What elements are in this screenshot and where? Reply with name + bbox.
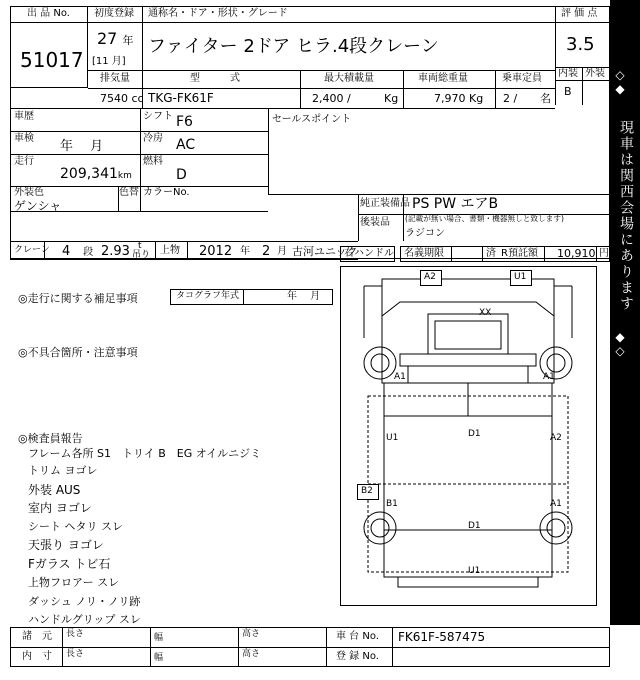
damage-code: A2 — [424, 272, 436, 282]
damage-code: A1 — [550, 499, 562, 509]
upper-year-unit: 年 — [240, 246, 250, 257]
crane-ton-sub: 吊り — [132, 250, 151, 260]
damage-code: A1 — [394, 372, 406, 382]
damage-diagram — [340, 266, 597, 606]
upper-label: 上物 — [160, 245, 180, 256]
standard-equip-label: 純正装備品 — [360, 198, 410, 209]
tachograph-label: タコグラフ年式 — [176, 291, 240, 301]
defects-title: ◎不具合箇所・注意事項 — [18, 346, 138, 359]
color-change-label: 色替 — [119, 187, 139, 198]
driving-notes-title: ◎走行に関する補足事項 — [18, 292, 138, 305]
car-name: ファイター 2ドア ヒラ.4段クレーン — [148, 36, 439, 57]
rating-label: 評 価 点 — [561, 8, 598, 19]
damage-code: U1 — [468, 566, 481, 576]
inspector-line: フレーム各所 S1 トリイ B EG オイルニジミ — [28, 447, 262, 460]
crane-tons: 2.93 — [101, 244, 130, 259]
aftermarket-label: 後装品 — [360, 217, 390, 228]
color-label: 外装色 — [14, 187, 44, 198]
history-label: 車歴 — [14, 111, 34, 122]
capacity-label: 乗車定員 — [502, 73, 542, 84]
sales-point-label: セールスポイント — [272, 114, 352, 125]
fuel-label: 燃料 — [143, 156, 163, 167]
damage-code: B2 — [361, 486, 373, 496]
max-load-label: 最大積載量 — [324, 73, 374, 84]
aftermarket-note: (記載が無い場合、書類・機器無しと致します) — [405, 215, 564, 224]
upper-year: 2012 — [199, 244, 233, 259]
inspector-line: 天張り ヨゴレ — [28, 538, 104, 552]
fuel: D — [176, 167, 187, 183]
inspector-line: 外装 AUS — [28, 483, 81, 497]
crane-ton-unit: t — [138, 241, 142, 251]
car-desc-label: 通称名・ドア・形状・グレード — [148, 8, 288, 19]
damage-code: A2 — [550, 433, 562, 443]
mileage-label: 走行 — [14, 156, 34, 167]
damage-code: D1 — [468, 521, 481, 531]
lot-no-label: 出 品 No. — [27, 8, 70, 19]
first-reg-label: 初度登録 — [94, 8, 134, 19]
damage-code: U1 — [386, 433, 399, 443]
ac: AC — [176, 137, 196, 153]
length-label: 長さ — [66, 649, 85, 659]
aftermarket: ラジコン — [405, 228, 445, 239]
height-label: 高さ — [242, 649, 261, 659]
model-label: 型 式 — [190, 73, 240, 84]
inspector-line: 室内 ヨゴレ — [28, 501, 92, 515]
standard-equip: PS PW エアB — [412, 196, 499, 212]
shift: F6 — [176, 114, 193, 130]
mileage: 209,341km — [60, 166, 132, 182]
chassis-label: 車 台 No. — [336, 631, 379, 642]
capacity-unit: 名 — [540, 92, 551, 105]
model: TKG-FK61F — [148, 91, 214, 105]
tachograph-value: 年 月 — [287, 291, 321, 302]
damage-code: U1 — [514, 272, 527, 282]
damage-code: B1 — [386, 499, 398, 509]
upper-month: 2 — [262, 244, 271, 259]
inspector-line: ダッシュ ノリ・ノリ跡 — [28, 595, 141, 608]
length-label: 長さ — [66, 629, 85, 639]
gross-weight-label: 車両総重量 — [418, 73, 468, 84]
lot-no: 51017 — [20, 48, 84, 72]
reg-year: 27 年 — [97, 29, 134, 48]
name-change-label: 名義期限 — [404, 248, 444, 259]
inspector-line: ハンドルグリップ スレ — [28, 613, 141, 626]
recycle-label: R預託額 — [501, 248, 538, 259]
shift-label: シフト — [143, 111, 173, 122]
interior-grade-label: 内装 — [558, 68, 578, 79]
venue-notice-top: ◇◆ — [613, 68, 627, 96]
inspector-line: 上物フロアー スレ — [28, 576, 120, 589]
reg-no-label: 登 録 No. — [336, 651, 379, 662]
recycle-prefix: 済 — [486, 248, 496, 259]
max-load-unit: Kg — [384, 92, 399, 105]
displacement: 7540 cc — [100, 92, 144, 105]
height-label: 高さ — [242, 629, 261, 639]
damage-code: D1 — [468, 429, 481, 439]
rating: 3.5 — [566, 34, 595, 55]
inspector-line: トリム ヨゴレ — [28, 464, 98, 477]
interior-size-label: 内 寸 — [22, 651, 52, 662]
interior-grade: B — [564, 85, 572, 98]
venue-notice-bottom: ◆◇ — [613, 330, 627, 358]
recycle-unit: 円 — [599, 248, 609, 259]
upper-month-unit: 月 — [277, 246, 287, 257]
venue-notice: 現車は関西会場にあります — [618, 120, 634, 312]
capacity: 2 / — [503, 92, 518, 105]
damage-code: XX — [479, 308, 492, 318]
spec-label: 諸 元 — [22, 631, 52, 642]
reg-month: [11 月] — [92, 56, 126, 67]
inspector-title: ◎検査員報告 — [18, 432, 83, 445]
color: ゲンシャ — [14, 199, 62, 213]
crane-stages: 4 段 — [62, 244, 94, 259]
recycle-amount: 10,910 — [557, 247, 596, 260]
inspector-line: Fガラス トビ石 — [28, 557, 111, 571]
upper-maker: 古河ユニック — [292, 245, 358, 258]
chassis-no: FK61F-587475 — [398, 630, 486, 644]
gross-weight: 7,970 Kg — [434, 92, 484, 105]
color-code-label: カラーNo. — [143, 187, 190, 198]
inspection: 年 月 — [60, 139, 104, 154]
max-load: 2,400 / — [312, 92, 351, 105]
width-label: 幅 — [154, 633, 164, 643]
crane-label: クレーン — [14, 245, 50, 255]
inspection-label: 車検 — [14, 133, 34, 144]
ac-label: 冷房 — [143, 133, 163, 144]
steering: 右ハンドル — [344, 248, 394, 259]
width-label: 幅 — [154, 653, 164, 663]
inspector-line: シート ヘタリ スレ — [28, 520, 123, 533]
exterior-grade-label: 外装 — [585, 68, 605, 79]
displacement-label: 排気量 — [100, 73, 130, 84]
damage-code: A1 — [543, 372, 555, 382]
